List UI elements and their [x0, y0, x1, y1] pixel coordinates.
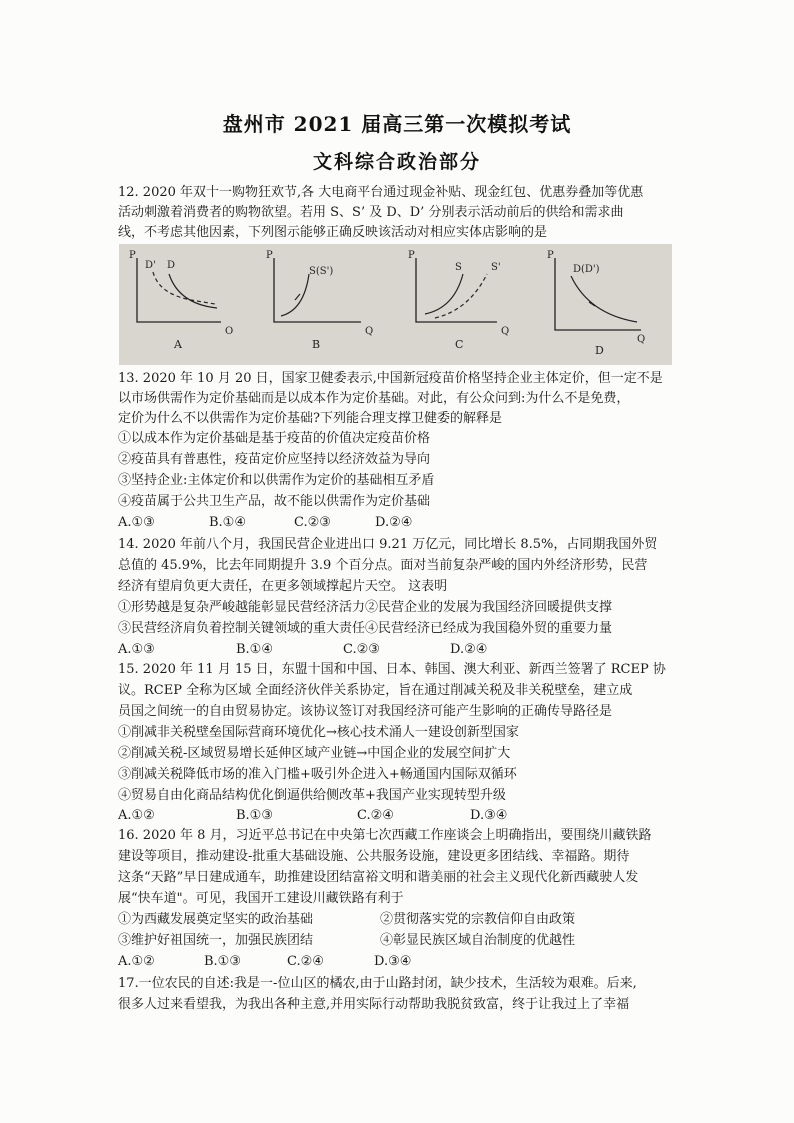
- panel-a: [129, 250, 233, 351]
- q13-option-a[interactable]: A.①③: [118, 515, 155, 530]
- q13-choice-1: ①以成本作为定价基础是基于疫苗的价值决定疫苗价格: [118, 431, 431, 446]
- q14-option-a[interactable]: A.①③: [118, 642, 155, 657]
- q14-choice-2: ③民营经济肩负着控制关键领域的重大责任④民营经济已经成为我国稳外贸的重要力量: [118, 621, 613, 636]
- q16-option-b[interactable]: B.①③: [204, 954, 241, 969]
- q16-line-3: 这条“天路”早日建成通车，助推建设团结富裕文明和谐美丽的社会主义现代化新西藏驶人发: [118, 870, 639, 885]
- q14-line-2: 总值的 45.9%，比去年同期提升 3.9 个百分点。面对当前复杂严峻的国内外经济形势，民营: [118, 558, 648, 573]
- q14-line-3: 经济有望肩负更大责任，在更多领域撑起片天空。 这表明: [118, 579, 448, 594]
- q13-option-b[interactable]: B.①④: [209, 515, 246, 530]
- panel-c-p-label: P: [408, 250, 415, 261]
- panel-d: [547, 250, 645, 357]
- q16-line-1: 16. 2020 年 8 月，习近平总书记在中央第七次西藏工作座谈会上明确指出，要围绕川藏铁路: [118, 828, 652, 843]
- q15-line-2: 议。RCEP 全称为区域 全面经济伙伴关系协定，旨在通过削减关税及非关税壁垒，建立成: [118, 683, 633, 698]
- q15-option-b[interactable]: B.①③: [236, 808, 273, 823]
- q17-line-2: 很多人过来看望我，为我出各种主意,并用实际行动帮助我脱贫致富，终于让我过上了幸福: [118, 997, 630, 1012]
- q16-line-2: 建设等项目，推动建设-批重大基础设施、公共服务设施，建设更多团结线、幸福路。期待: [118, 849, 630, 864]
- panel-b-curve-label: S(S'): [309, 266, 334, 277]
- q13-option-d[interactable]: D.②④: [375, 515, 413, 530]
- panel-c-curve2-label: S': [491, 262, 501, 273]
- panel-d-curve-label: D(D'): [573, 264, 600, 275]
- q14-option-b[interactable]: B.①④: [236, 642, 273, 657]
- panel-d-label: D: [595, 344, 604, 357]
- q13-choice-3: ③坚持企业:主体定价和以供需作为定价的基础相互矛盾: [118, 473, 435, 488]
- q15-choice-2: ②削减关税-区域贸易增长延伸区域产业链→中国企业的发展空间扩大: [118, 746, 511, 761]
- q12-line-1: 12. 2020 年双十一购物狂欢节,各 大电商平台通过现金补贴、现金红包、优惠券叠加等优惠: [118, 185, 644, 200]
- q13-choice-2: ②疫苗具有普惠性，疫苗定价应坚持以经济效益为导向: [118, 452, 431, 467]
- q16-choice-4: ④彰显民族区域自治制度的优越性: [380, 933, 576, 948]
- q17-line-1: 17.一位农民的自述:我是一-位山区的橘农,由于山路封闭，缺少技术，生活较为艰难。后来,: [118, 976, 637, 991]
- panel-a-curve1-label: D': [145, 260, 156, 271]
- panel-b-q-label: Q: [365, 326, 374, 337]
- q12-line-2: 活动刺激着消费者的购物欲望。若用 S、S’ 及 D、D’ 分别表示活动前后的供给和需求曲: [118, 205, 624, 220]
- panel-a-label: A: [174, 338, 182, 351]
- q14-line-1: 14. 2020 年前八个月，我国民营企业进出口 9.21 万亿元，同比增长 8.5%，占同期我国外贸: [118, 537, 658, 552]
- q12-line-3: 线，不考虑其他因素，下列图示能够正确反映该活动对相应实体店影响的是: [118, 225, 548, 240]
- panel-a-curve2-label: D: [167, 260, 176, 271]
- q13-line-1: 13. 2020 年 10 月 20 日，国家卫健委表示,中国新冠疫苗价格坚持企业主体定价，但一定不是: [118, 371, 663, 386]
- panel-d-q-label: Q: [637, 334, 646, 345]
- panel-b-p-label: P: [266, 250, 273, 261]
- q12-figure: [119, 244, 672, 365]
- panel-b: [266, 250, 373, 351]
- panel-a-q-label: O: [225, 326, 234, 337]
- q15-option-d[interactable]: D.③④: [470, 808, 508, 823]
- panel-c-curve1-label: S: [455, 262, 462, 273]
- panel-c: [408, 250, 509, 351]
- panel-c-label: C: [455, 338, 464, 351]
- panel-a-p-label: P: [129, 250, 136, 261]
- q15-option-a[interactable]: A.①②: [118, 808, 155, 823]
- q16-choice-1: ①为西藏发展奠定坚实的政治基础: [118, 912, 314, 927]
- q16-choice-2: ②贯彻落实党的宗教信仰自由政策: [380, 912, 576, 927]
- q15-option-c[interactable]: C.②④: [357, 808, 394, 823]
- q15-choice-3: ③削减关税降低市场的准入门槛+吸引外企进入+畅通国内国际双循环: [118, 767, 517, 782]
- page-title: 盘州市 2021 届高三第一次模拟考试: [222, 112, 572, 136]
- q16-option-d[interactable]: D.③④: [374, 954, 412, 969]
- q13-line-2: 以市场供需作为定价基础而是以成本作为定价基础。对此，有公众问到:为什么不是免费，: [118, 391, 630, 406]
- q14-option-d[interactable]: D.②④: [450, 642, 488, 657]
- q16-line-4: 展“快车道"。可见，我国开工建设川藏铁路有利于: [118, 891, 404, 906]
- q16-choice-3: ③维护好祖国统一，加强民族团结: [118, 933, 314, 948]
- q13-line-3: 定价为什么不以供需作为定价基础?下列能合理支撑卫健委的解释是: [118, 411, 502, 426]
- q16-option-a[interactable]: A.①②: [118, 954, 155, 969]
- panel-b-label: B: [312, 338, 321, 351]
- q13-choice-4: ④疫苗属于公共卫生产品，故不能以供需作为定价基础: [118, 494, 431, 509]
- q13-option-c[interactable]: C.②③: [294, 515, 331, 530]
- page-subtitle: 文科综合政治部分: [312, 151, 481, 173]
- panel-c-q-label: Q: [501, 326, 510, 337]
- q14-option-c[interactable]: C.②③: [343, 642, 380, 657]
- q16-option-c[interactable]: C.②④: [287, 954, 324, 969]
- panel-d-p-label: P: [547, 250, 554, 261]
- q15-choice-4: ④贸易自由化商品结构优化倒逼供给侧改革+我国产业实现转型升级: [118, 788, 506, 803]
- q14-choice-1: ①形势越是复杂严峻越能彰显民营经济活力②民营企业的发展为我国经济回暖提供支撑: [118, 600, 613, 615]
- q15-choice-1: ①削减非关税壁垒国际营商环境优化→核心技术涌人一建设创新型国家: [118, 725, 519, 740]
- q15-line-1: 15. 2020 年 11 月 15 日，东盟十国和中国、日本、韩国、澳大利亚、新西兰签署了 RCEP 协: [118, 662, 666, 677]
- q15-line-3: 员国之间统一的自由贸易协定。该协议签订对我国经济可能产生影响的正确传导路径是: [118, 704, 613, 719]
